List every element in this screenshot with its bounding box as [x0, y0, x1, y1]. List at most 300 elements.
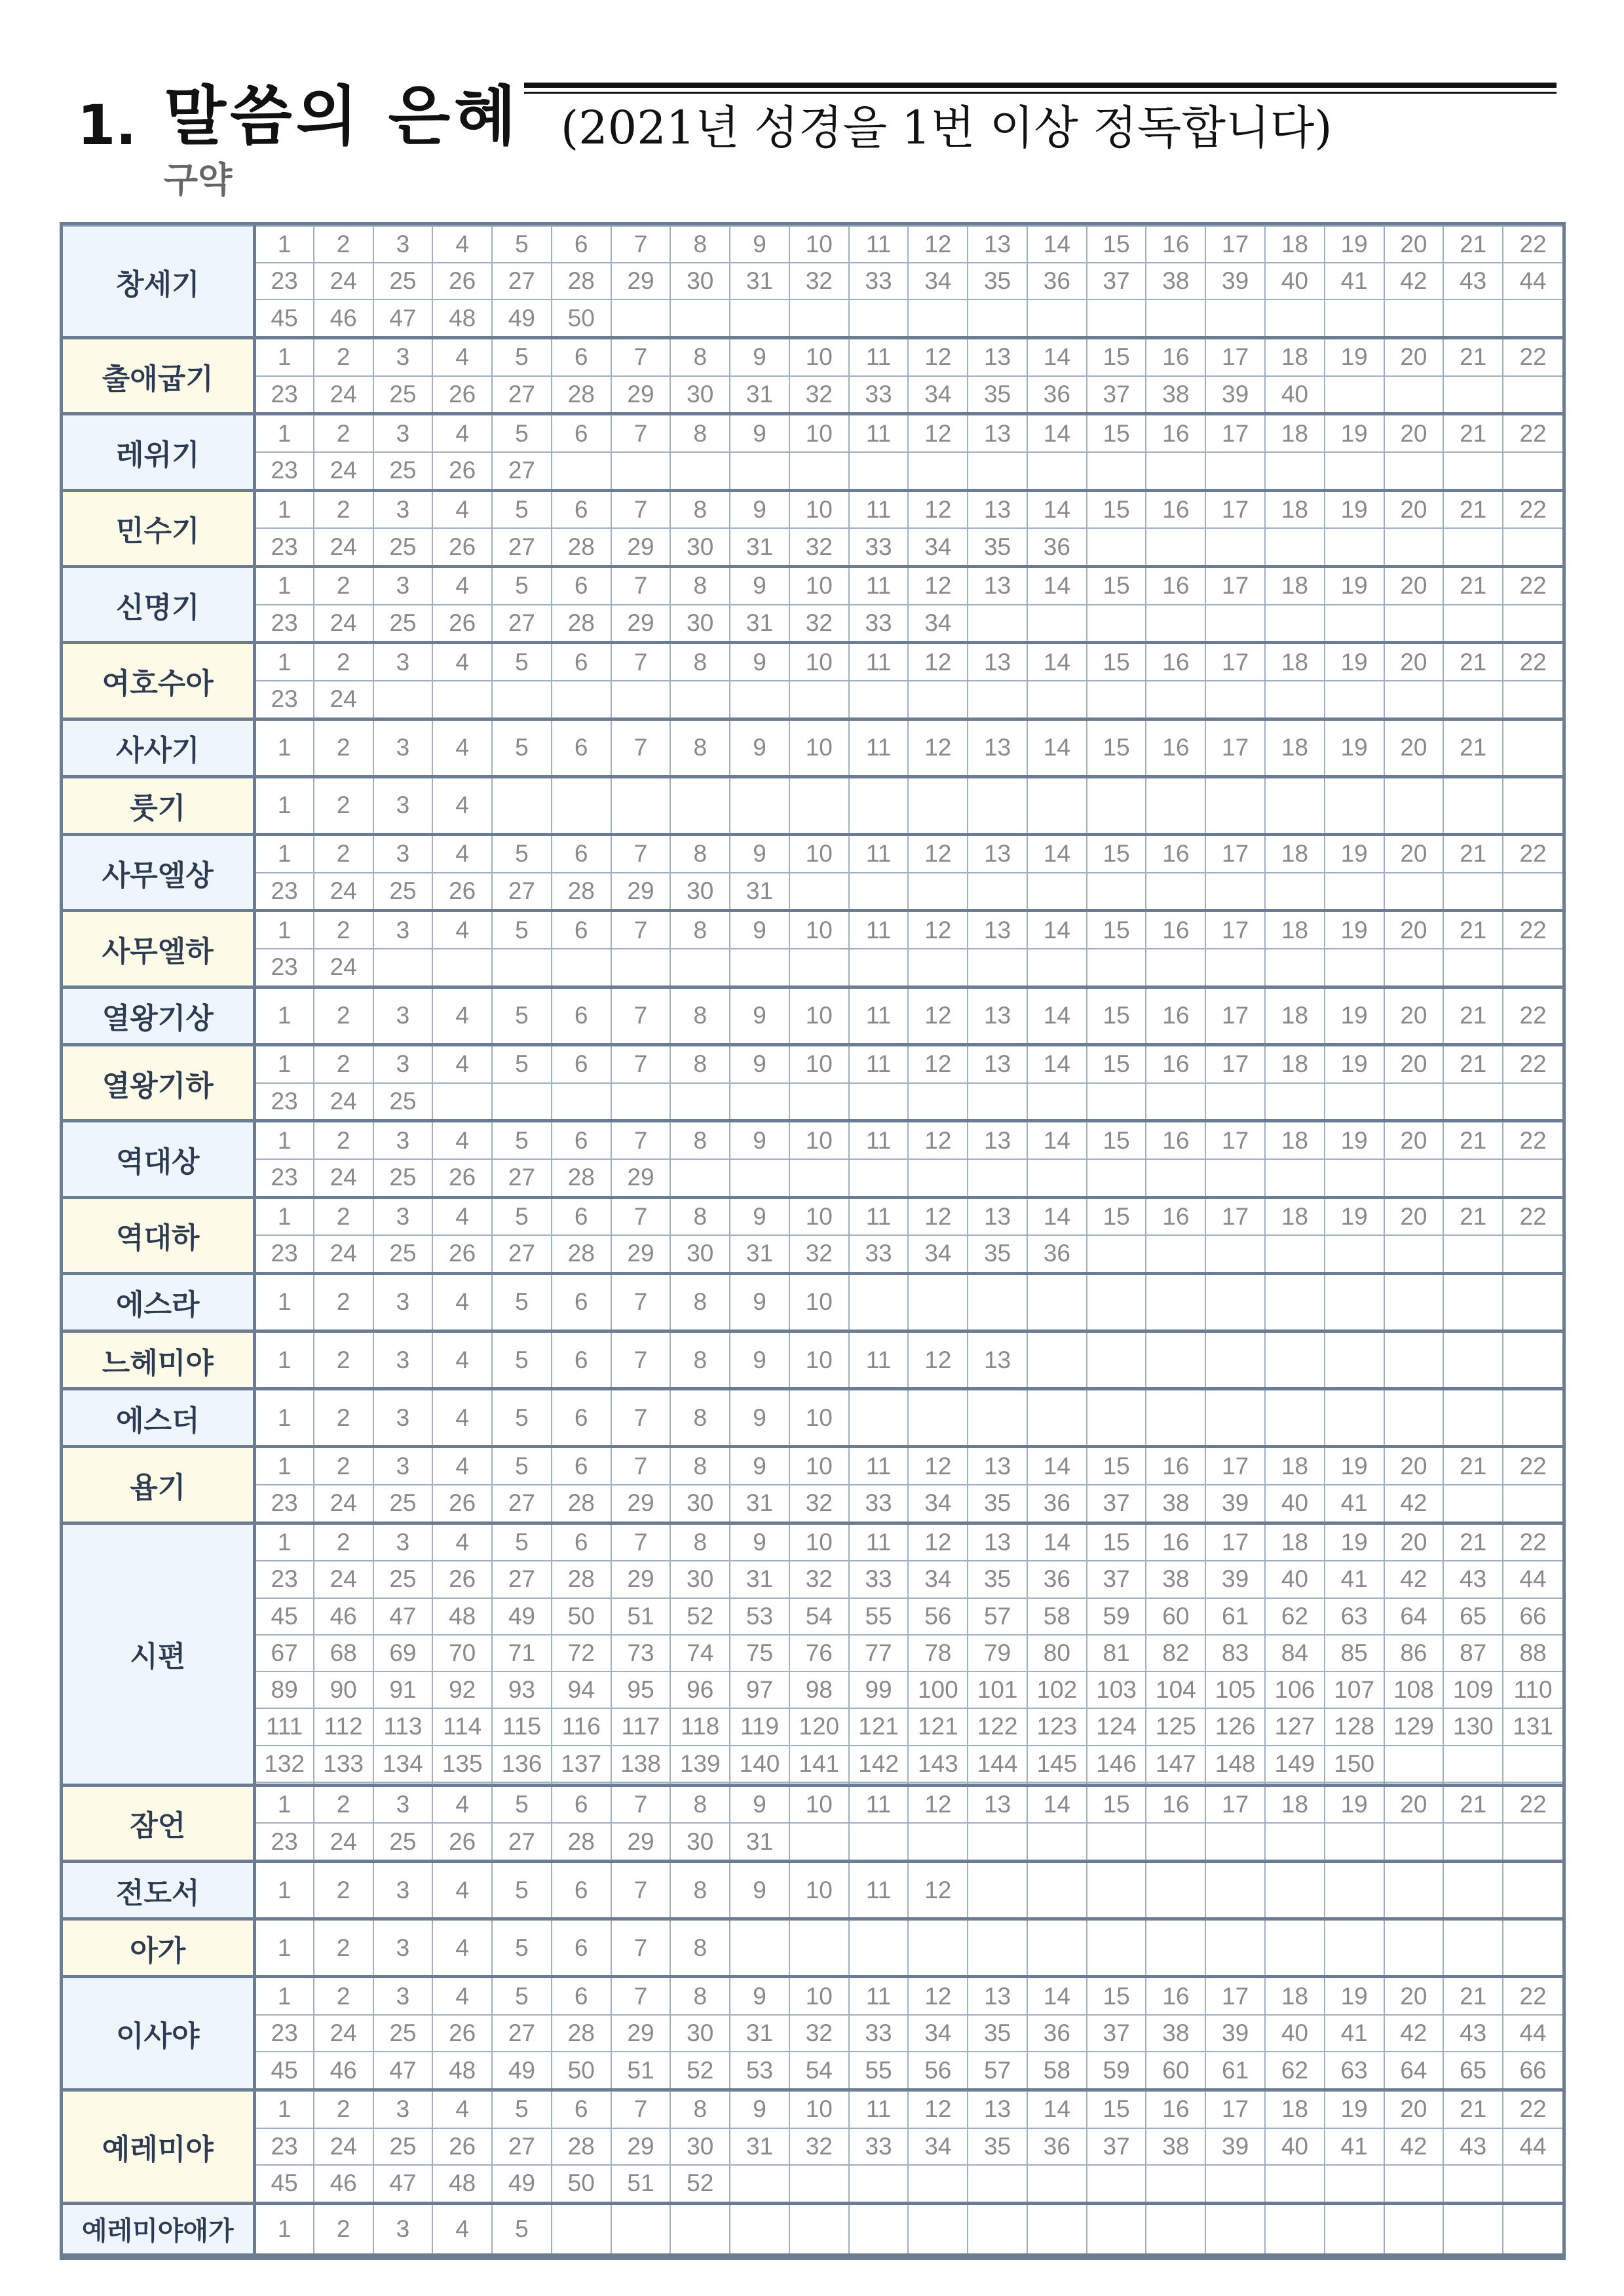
- chapter-cell[interactable]: 3: [373, 1977, 433, 2015]
- chapter-cell[interactable]: 38: [1146, 376, 1205, 414]
- chapter-cell[interactable]: 40: [1265, 263, 1325, 299]
- chapter-cell[interactable]: 7: [611, 1785, 671, 1823]
- chapter-cell[interactable]: 31: [730, 2015, 789, 2052]
- chapter-cell[interactable]: 32: [789, 1235, 849, 1273]
- chapter-cell[interactable]: 34: [908, 528, 968, 566]
- chapter-cell[interactable]: 28: [552, 1159, 611, 1197]
- chapter-cell[interactable]: 4: [432, 1197, 492, 1235]
- chapter-cell[interactable]: 121: [908, 1708, 968, 1745]
- chapter-cell[interactable]: 43: [1443, 263, 1503, 299]
- chapter-cell[interactable]: 80: [1027, 1635, 1087, 1672]
- chapter-cell[interactable]: 6: [552, 719, 611, 776]
- chapter-cell[interactable]: 22: [1503, 2090, 1562, 2128]
- chapter-cell[interactable]: 23: [254, 1823, 314, 1861]
- chapter-cell[interactable]: 24: [314, 1159, 373, 1197]
- chapter-cell[interactable]: 8: [670, 1121, 730, 1159]
- chapter-cell[interactable]: 12: [908, 226, 968, 263]
- chapter-cell[interactable]: 9: [730, 1523, 789, 1561]
- chapter-cell[interactable]: 43: [1443, 2128, 1503, 2165]
- chapter-cell[interactable]: 36: [1027, 2015, 1087, 2052]
- chapter-cell[interactable]: 28: [552, 2015, 611, 2052]
- chapter-cell[interactable]: 117: [611, 1708, 671, 1745]
- chapter-cell[interactable]: 21: [1443, 1044, 1503, 1082]
- chapter-cell[interactable]: 22: [1503, 835, 1562, 873]
- chapter-cell[interactable]: 2: [314, 835, 373, 873]
- chapter-cell[interactable]: 17: [1205, 2090, 1265, 2128]
- chapter-cell[interactable]: 86: [1384, 1635, 1444, 1672]
- chapter-cell[interactable]: 28: [552, 376, 611, 414]
- chapter-cell[interactable]: 12: [908, 1977, 968, 2015]
- chapter-cell[interactable]: 13: [968, 490, 1027, 528]
- chapter-cell[interactable]: 4: [432, 1121, 492, 1159]
- chapter-cell[interactable]: 11: [849, 1447, 909, 1485]
- chapter-cell[interactable]: 9: [730, 987, 789, 1044]
- chapter-cell[interactable]: 2: [314, 1197, 373, 1235]
- chapter-cell[interactable]: 3: [373, 1447, 433, 1485]
- chapter-cell[interactable]: 31: [730, 1823, 789, 1861]
- chapter-cell[interactable]: 16: [1146, 226, 1205, 263]
- chapter-cell[interactable]: 17: [1205, 1197, 1265, 1235]
- chapter-cell[interactable]: 9: [730, 911, 789, 949]
- chapter-cell[interactable]: 8: [670, 1389, 730, 1447]
- chapter-cell[interactable]: 13: [968, 911, 1027, 949]
- chapter-cell[interactable]: 12: [908, 567, 968, 605]
- chapter-cell[interactable]: 14: [1027, 1977, 1087, 2015]
- chapter-cell[interactable]: 33: [849, 376, 909, 414]
- chapter-cell[interactable]: 125: [1146, 1708, 1205, 1745]
- chapter-cell[interactable]: 44: [1503, 2015, 1562, 2052]
- chapter-cell[interactable]: 2: [314, 719, 373, 776]
- chapter-cell[interactable]: 23: [254, 605, 314, 643]
- chapter-cell[interactable]: 51: [611, 2052, 671, 2090]
- chapter-cell[interactable]: 11: [849, 1862, 909, 1919]
- chapter-cell[interactable]: 7: [611, 1919, 671, 1977]
- chapter-cell[interactable]: 34: [908, 263, 968, 299]
- chapter-cell[interactable]: 3: [373, 987, 433, 1044]
- chapter-cell[interactable]: 7: [611, 719, 671, 776]
- chapter-cell[interactable]: 15: [1087, 414, 1146, 452]
- chapter-cell[interactable]: 1: [254, 835, 314, 873]
- chapter-cell[interactable]: 16: [1146, 911, 1205, 949]
- chapter-cell[interactable]: 27: [492, 1159, 552, 1197]
- chapter-cell[interactable]: 14: [1027, 1523, 1087, 1561]
- chapter-cell[interactable]: 7: [611, 987, 671, 1044]
- chapter-cell[interactable]: 38: [1146, 1485, 1205, 1523]
- chapter-cell[interactable]: 4: [432, 338, 492, 376]
- chapter-cell[interactable]: 14: [1027, 414, 1087, 452]
- chapter-cell[interactable]: 14: [1027, 338, 1087, 376]
- chapter-cell[interactable]: 21: [1443, 226, 1503, 263]
- chapter-cell[interactable]: 22: [1503, 490, 1562, 528]
- chapter-cell[interactable]: 12: [908, 1331, 968, 1389]
- chapter-cell[interactable]: 17: [1205, 1977, 1265, 2015]
- chapter-cell[interactable]: 4: [432, 1919, 492, 1977]
- chapter-cell[interactable]: 104: [1146, 1672, 1205, 1708]
- chapter-cell[interactable]: 13: [968, 2090, 1027, 2128]
- chapter-cell[interactable]: 6: [552, 1862, 611, 1919]
- chapter-cell[interactable]: 120: [789, 1708, 849, 1745]
- chapter-cell[interactable]: 7: [611, 1389, 671, 1447]
- chapter-cell[interactable]: 6: [552, 1044, 611, 1082]
- chapter-cell[interactable]: 11: [849, 987, 909, 1044]
- chapter-cell[interactable]: 26: [432, 528, 492, 566]
- chapter-cell[interactable]: 5: [492, 1919, 552, 1977]
- chapter-cell[interactable]: 27: [492, 2015, 552, 2052]
- chapter-cell[interactable]: 12: [908, 835, 968, 873]
- chapter-cell[interactable]: 8: [670, 2090, 730, 2128]
- chapter-cell[interactable]: 66: [1503, 1598, 1562, 1635]
- chapter-cell[interactable]: 22: [1503, 567, 1562, 605]
- chapter-cell[interactable]: 13: [968, 1977, 1027, 2015]
- chapter-cell[interactable]: 33: [849, 2128, 909, 2165]
- chapter-cell[interactable]: 36: [1027, 2128, 1087, 2165]
- chapter-cell[interactable]: 37: [1087, 2128, 1146, 2165]
- chapter-cell[interactable]: 9: [730, 1331, 789, 1389]
- chapter-cell[interactable]: 28: [552, 1485, 611, 1523]
- chapter-cell[interactable]: 30: [670, 263, 730, 299]
- chapter-cell[interactable]: 134: [373, 1746, 433, 1782]
- chapter-cell[interactable]: 29: [611, 2128, 671, 2165]
- chapter-cell[interactable]: 3: [373, 835, 433, 873]
- chapter-cell[interactable]: 129: [1384, 1708, 1444, 1745]
- chapter-cell[interactable]: 43: [1443, 2015, 1503, 2052]
- chapter-cell[interactable]: 4: [432, 2090, 492, 2128]
- chapter-cell[interactable]: 49: [492, 299, 552, 337]
- chapter-cell[interactable]: 12: [908, 1044, 968, 1082]
- chapter-cell[interactable]: 41: [1325, 1485, 1384, 1523]
- chapter-cell[interactable]: 57: [968, 1598, 1027, 1635]
- chapter-cell[interactable]: 35: [968, 2128, 1027, 2165]
- chapter-cell[interactable]: 34: [908, 1235, 968, 1273]
- chapter-cell[interactable]: 50: [552, 2165, 611, 2203]
- chapter-cell[interactable]: 7: [611, 1044, 671, 1082]
- chapter-cell[interactable]: 10: [789, 1389, 849, 1447]
- chapter-cell[interactable]: 29: [611, 263, 671, 299]
- chapter-cell[interactable]: 28: [552, 1561, 611, 1598]
- chapter-cell[interactable]: 18: [1265, 835, 1325, 873]
- chapter-cell[interactable]: 109: [1443, 1672, 1503, 1708]
- chapter-cell[interactable]: 53: [730, 2052, 789, 2090]
- chapter-cell[interactable]: 17: [1205, 1523, 1265, 1561]
- chapter-cell[interactable]: 35: [968, 1235, 1027, 1273]
- chapter-cell[interactable]: 2: [314, 1862, 373, 1919]
- chapter-cell[interactable]: 3: [373, 567, 433, 605]
- chapter-cell[interactable]: 9: [730, 1389, 789, 1447]
- chapter-cell[interactable]: 7: [611, 1273, 671, 1331]
- chapter-cell[interactable]: 57: [968, 2052, 1027, 2090]
- chapter-cell[interactable]: 25: [373, 1485, 433, 1523]
- chapter-cell[interactable]: 127: [1265, 1708, 1325, 1745]
- chapter-cell[interactable]: 30: [670, 1561, 730, 1598]
- chapter-cell[interactable]: 21: [1443, 2090, 1503, 2128]
- chapter-cell[interactable]: 140: [730, 1746, 789, 1782]
- chapter-cell[interactable]: 13: [968, 1447, 1027, 1485]
- chapter-cell[interactable]: 3: [373, 490, 433, 528]
- chapter-cell[interactable]: 10: [789, 1862, 849, 1919]
- chapter-cell[interactable]: 40: [1265, 2015, 1325, 2052]
- chapter-cell[interactable]: 9: [730, 414, 789, 452]
- chapter-cell[interactable]: 23: [254, 263, 314, 299]
- chapter-cell[interactable]: 8: [670, 643, 730, 681]
- chapter-cell[interactable]: 20: [1384, 1447, 1444, 1485]
- chapter-cell[interactable]: 54: [789, 1598, 849, 1635]
- chapter-cell[interactable]: 14: [1027, 1785, 1087, 1823]
- chapter-cell[interactable]: 6: [552, 1919, 611, 1977]
- chapter-cell[interactable]: 27: [492, 1485, 552, 1523]
- chapter-cell[interactable]: 14: [1027, 2090, 1087, 2128]
- chapter-cell[interactable]: 6: [552, 987, 611, 1044]
- chapter-cell[interactable]: 32: [789, 263, 849, 299]
- chapter-cell[interactable]: 141: [789, 1746, 849, 1782]
- chapter-cell[interactable]: 25: [373, 1561, 433, 1598]
- chapter-cell[interactable]: 17: [1205, 1785, 1265, 1823]
- chapter-cell[interactable]: 2: [314, 1523, 373, 1561]
- chapter-cell[interactable]: 20: [1384, 490, 1444, 528]
- chapter-cell[interactable]: 150: [1325, 1746, 1384, 1782]
- chapter-cell[interactable]: 34: [908, 2128, 968, 2165]
- chapter-cell[interactable]: 24: [314, 376, 373, 414]
- chapter-cell[interactable]: 17: [1205, 643, 1265, 681]
- chapter-cell[interactable]: 21: [1443, 643, 1503, 681]
- chapter-cell[interactable]: 24: [314, 873, 373, 911]
- chapter-cell[interactable]: 112: [314, 1708, 373, 1745]
- chapter-cell[interactable]: 23: [254, 1561, 314, 1598]
- chapter-cell[interactable]: 23: [254, 1235, 314, 1273]
- chapter-cell[interactable]: 8: [670, 835, 730, 873]
- chapter-cell[interactable]: 16: [1146, 1044, 1205, 1082]
- chapter-cell[interactable]: 18: [1265, 1447, 1325, 1485]
- chapter-cell[interactable]: 10: [789, 1273, 849, 1331]
- chapter-cell[interactable]: 9: [730, 2090, 789, 2128]
- chapter-cell[interactable]: 8: [670, 1919, 730, 1977]
- chapter-cell[interactable]: 21: [1443, 719, 1503, 776]
- chapter-cell[interactable]: 30: [670, 605, 730, 643]
- chapter-cell[interactable]: 46: [314, 1598, 373, 1635]
- chapter-cell[interactable]: 147: [1146, 1746, 1205, 1782]
- chapter-cell[interactable]: 29: [611, 1823, 671, 1861]
- chapter-cell[interactable]: 25: [373, 605, 433, 643]
- chapter-cell[interactable]: 3: [373, 1273, 433, 1331]
- chapter-cell[interactable]: 52: [670, 2165, 730, 2203]
- chapter-cell[interactable]: 137: [552, 1746, 611, 1782]
- chapter-cell[interactable]: 55: [849, 1598, 909, 1635]
- chapter-cell[interactable]: 122: [968, 1708, 1027, 1745]
- chapter-cell[interactable]: 1: [254, 414, 314, 452]
- chapter-cell[interactable]: 12: [908, 338, 968, 376]
- chapter-cell[interactable]: 15: [1087, 643, 1146, 681]
- chapter-cell[interactable]: 25: [373, 452, 433, 490]
- chapter-cell[interactable]: 3: [373, 1331, 433, 1389]
- chapter-cell[interactable]: 9: [730, 1197, 789, 1235]
- chapter-cell[interactable]: 18: [1265, 1523, 1325, 1561]
- chapter-cell[interactable]: 37: [1087, 263, 1146, 299]
- chapter-cell[interactable]: 41: [1325, 1561, 1384, 1598]
- chapter-cell[interactable]: 16: [1146, 1197, 1205, 1235]
- chapter-cell[interactable]: 12: [908, 719, 968, 776]
- chapter-cell[interactable]: 64: [1384, 2052, 1444, 2090]
- chapter-cell[interactable]: 50: [552, 1598, 611, 1635]
- chapter-cell[interactable]: 8: [670, 1331, 730, 1389]
- chapter-cell[interactable]: 7: [611, 1523, 671, 1561]
- chapter-cell[interactable]: 10: [789, 987, 849, 1044]
- chapter-cell[interactable]: 17: [1205, 911, 1265, 949]
- chapter-cell[interactable]: 22: [1503, 1044, 1562, 1082]
- chapter-cell[interactable]: 8: [670, 1862, 730, 1919]
- chapter-cell[interactable]: 8: [670, 1785, 730, 1823]
- chapter-cell[interactable]: 20: [1384, 1044, 1444, 1082]
- chapter-cell[interactable]: 3: [373, 719, 433, 776]
- chapter-cell[interactable]: 49: [492, 1598, 552, 1635]
- chapter-cell[interactable]: 41: [1325, 2015, 1384, 2052]
- chapter-cell[interactable]: 25: [373, 1083, 433, 1121]
- chapter-cell[interactable]: 4: [432, 643, 492, 681]
- chapter-cell[interactable]: 6: [552, 1523, 611, 1561]
- chapter-cell[interactable]: 31: [730, 1235, 789, 1273]
- chapter-cell[interactable]: 13: [968, 414, 1027, 452]
- chapter-cell[interactable]: 13: [968, 226, 1027, 263]
- chapter-cell[interactable]: 13: [968, 1044, 1027, 1082]
- chapter-cell[interactable]: 36: [1027, 1485, 1087, 1523]
- chapter-cell[interactable]: 1: [254, 1977, 314, 2015]
- chapter-cell[interactable]: 59: [1087, 2052, 1146, 2090]
- chapter-cell[interactable]: 4: [432, 987, 492, 1044]
- chapter-cell[interactable]: 6: [552, 1121, 611, 1159]
- chapter-cell[interactable]: 42: [1384, 263, 1444, 299]
- chapter-cell[interactable]: 30: [670, 1823, 730, 1861]
- chapter-cell[interactable]: 39: [1205, 2015, 1265, 2052]
- chapter-cell[interactable]: 116: [552, 1708, 611, 1745]
- chapter-cell[interactable]: 113: [373, 1708, 433, 1745]
- chapter-cell[interactable]: 30: [670, 1485, 730, 1523]
- chapter-cell[interactable]: 7: [611, 567, 671, 605]
- chapter-cell[interactable]: 12: [908, 1121, 968, 1159]
- chapter-cell[interactable]: 14: [1027, 226, 1087, 263]
- chapter-cell[interactable]: 8: [670, 338, 730, 376]
- chapter-cell[interactable]: 32: [789, 2015, 849, 2052]
- chapter-cell[interactable]: 14: [1027, 643, 1087, 681]
- chapter-cell[interactable]: 21: [1443, 1197, 1503, 1235]
- chapter-cell[interactable]: 22: [1503, 1523, 1562, 1561]
- chapter-cell[interactable]: 31: [730, 2128, 789, 2165]
- chapter-cell[interactable]: 37: [1087, 1485, 1146, 1523]
- chapter-cell[interactable]: 75: [730, 1635, 789, 1672]
- chapter-cell[interactable]: 71: [492, 1635, 552, 1672]
- chapter-cell[interactable]: 114: [432, 1708, 492, 1745]
- chapter-cell[interactable]: 29: [611, 1561, 671, 1598]
- chapter-cell[interactable]: 31: [730, 263, 789, 299]
- chapter-cell[interactable]: 31: [730, 1485, 789, 1523]
- chapter-cell[interactable]: 96: [670, 1672, 730, 1708]
- chapter-cell[interactable]: 24: [314, 452, 373, 490]
- chapter-cell[interactable]: 20: [1384, 338, 1444, 376]
- chapter-cell[interactable]: 10: [789, 835, 849, 873]
- chapter-cell[interactable]: 5: [492, 1389, 552, 1447]
- chapter-cell[interactable]: 24: [314, 263, 373, 299]
- chapter-cell[interactable]: 34: [908, 376, 968, 414]
- chapter-cell[interactable]: 61: [1205, 2052, 1265, 2090]
- chapter-cell[interactable]: 23: [254, 1159, 314, 1197]
- chapter-cell[interactable]: 6: [552, 1331, 611, 1389]
- chapter-cell[interactable]: 4: [432, 1273, 492, 1331]
- chapter-cell[interactable]: 1: [254, 490, 314, 528]
- chapter-cell[interactable]: 29: [611, 528, 671, 566]
- chapter-cell[interactable]: 142: [849, 1746, 909, 1782]
- chapter-cell[interactable]: 63: [1325, 1598, 1384, 1635]
- chapter-cell[interactable]: 102: [1027, 1672, 1087, 1708]
- chapter-cell[interactable]: 39: [1205, 2128, 1265, 2165]
- chapter-cell[interactable]: 30: [670, 528, 730, 566]
- chapter-cell[interactable]: 26: [432, 873, 492, 911]
- chapter-cell[interactable]: 26: [432, 1159, 492, 1197]
- chapter-cell[interactable]: 105: [1205, 1672, 1265, 1708]
- chapter-cell[interactable]: 42: [1384, 2015, 1444, 2052]
- chapter-cell[interactable]: 27: [492, 1235, 552, 1273]
- chapter-cell[interactable]: 20: [1384, 987, 1444, 1044]
- chapter-cell[interactable]: 33: [849, 605, 909, 643]
- chapter-cell[interactable]: 21: [1443, 338, 1503, 376]
- chapter-cell[interactable]: 15: [1087, 987, 1146, 1044]
- chapter-cell[interactable]: 31: [730, 873, 789, 911]
- chapter-cell[interactable]: 38: [1146, 1561, 1205, 1598]
- chapter-cell[interactable]: 56: [908, 1598, 968, 1635]
- chapter-cell[interactable]: 17: [1205, 1044, 1265, 1082]
- chapter-cell[interactable]: 32: [789, 376, 849, 414]
- chapter-cell[interactable]: 35: [968, 528, 1027, 566]
- chapter-cell[interactable]: 128: [1325, 1708, 1384, 1745]
- chapter-cell[interactable]: 81: [1087, 1635, 1146, 1672]
- chapter-cell[interactable]: 25: [373, 528, 433, 566]
- chapter-cell[interactable]: 103: [1087, 1672, 1146, 1708]
- chapter-cell[interactable]: 11: [849, 338, 909, 376]
- chapter-cell[interactable]: 13: [968, 835, 1027, 873]
- chapter-cell[interactable]: 98: [789, 1672, 849, 1708]
- chapter-cell[interactable]: 42: [1384, 1561, 1444, 1598]
- chapter-cell[interactable]: 19: [1325, 1121, 1384, 1159]
- chapter-cell[interactable]: 24: [314, 528, 373, 566]
- chapter-cell[interactable]: 9: [730, 1044, 789, 1082]
- chapter-cell[interactable]: 6: [552, 1197, 611, 1235]
- chapter-cell[interactable]: 1: [254, 1919, 314, 1977]
- chapter-cell[interactable]: 5: [492, 490, 552, 528]
- chapter-cell[interactable]: 40: [1265, 1561, 1325, 1598]
- chapter-cell[interactable]: 19: [1325, 835, 1384, 873]
- chapter-cell[interactable]: 36: [1027, 1561, 1087, 1598]
- chapter-cell[interactable]: 3: [373, 1919, 433, 1977]
- chapter-cell[interactable]: 33: [849, 2015, 909, 2052]
- chapter-cell[interactable]: 52: [670, 1598, 730, 1635]
- chapter-cell[interactable]: 18: [1265, 226, 1325, 263]
- chapter-cell[interactable]: 5: [492, 1121, 552, 1159]
- chapter-cell[interactable]: 10: [789, 1523, 849, 1561]
- chapter-cell[interactable]: 5: [492, 2203, 552, 2255]
- chapter-cell[interactable]: 20: [1384, 719, 1444, 776]
- chapter-cell[interactable]: 35: [968, 2015, 1027, 2052]
- chapter-cell[interactable]: 9: [730, 1273, 789, 1331]
- chapter-cell[interactable]: 5: [492, 1785, 552, 1823]
- chapter-cell[interactable]: 21: [1443, 1121, 1503, 1159]
- chapter-cell[interactable]: 4: [432, 1977, 492, 2015]
- chapter-cell[interactable]: 46: [314, 299, 373, 337]
- chapter-cell[interactable]: 19: [1325, 1523, 1384, 1561]
- chapter-cell[interactable]: 108: [1384, 1672, 1444, 1708]
- chapter-cell[interactable]: 15: [1087, 719, 1146, 776]
- chapter-cell[interactable]: 40: [1265, 1485, 1325, 1523]
- chapter-cell[interactable]: 14: [1027, 1447, 1087, 1485]
- chapter-cell[interactable]: 26: [432, 2128, 492, 2165]
- chapter-cell[interactable]: 106: [1265, 1672, 1325, 1708]
- chapter-cell[interactable]: 31: [730, 376, 789, 414]
- chapter-cell[interactable]: 1: [254, 643, 314, 681]
